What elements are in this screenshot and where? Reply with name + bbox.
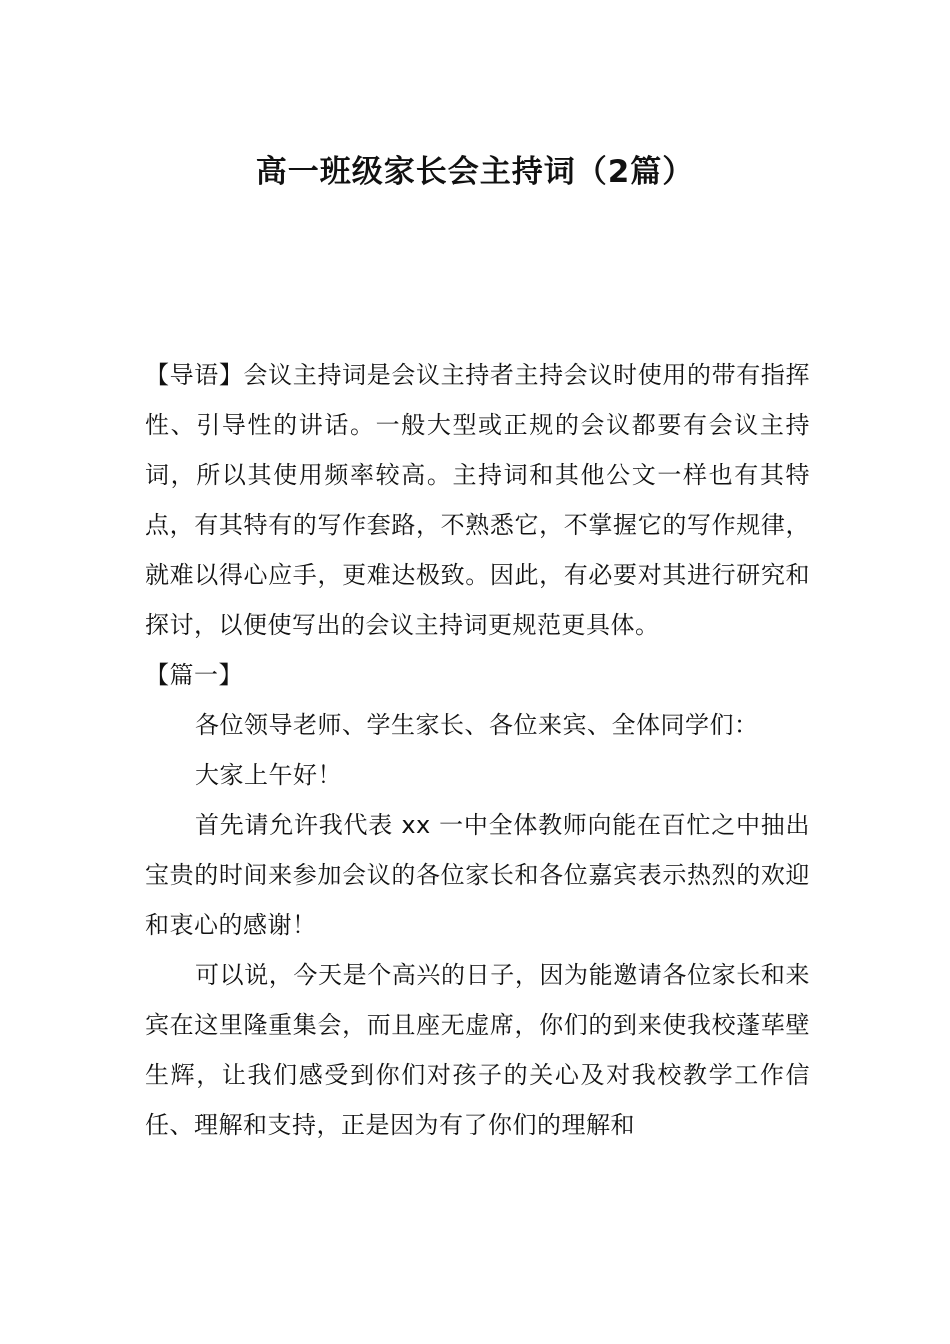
intro-paragraph: 【导语】会议主持词是会议主持者主持会议时使用的带有指挥性、引导性的讲话。一般大型或正规的会议都要有会议主持词，所以其使用频率较高。主持词和其他公文一样也有其特点，有其特有的写作套路，不熟悉它，不掌握它的写作规律，就难以得心应手，更难达极致。因此，有必要对其进行研究和探讨，以便使写出的会议主持词更规范更具体。 [145, 361, 810, 639]
greeting-paragraph: 大家上午好！ [195, 761, 342, 789]
salutation-paragraph: 各位领导老师、学生家长、各位来宾、全体同学们： [195, 711, 759, 739]
document-body [145, 350, 810, 1150]
body-paragraph: 可以说，今天是个高兴的日子，因为能邀请各位家长和来宾在这里隆重集会，而且座无虚席，你们的到来使我校蓬荜壁生辉，让我们感受到你们对孩子的关心及对我校教学工作信任、理解和支持，正是因为有了你们的理解和 [145, 961, 810, 1139]
section-heading: 【篇一】 [145, 661, 243, 689]
welcome-paragraph: 首先请允许我代表 xx 一中全体教师向能在百忙之中抽出宝贵的时间来参加会议的各位家长和各位嘉宾表示热烈的欢迎和衷心的感谢！ [145, 811, 810, 939]
document-title: 高一班级家长会主持词（2篇） [255, 154, 695, 190]
